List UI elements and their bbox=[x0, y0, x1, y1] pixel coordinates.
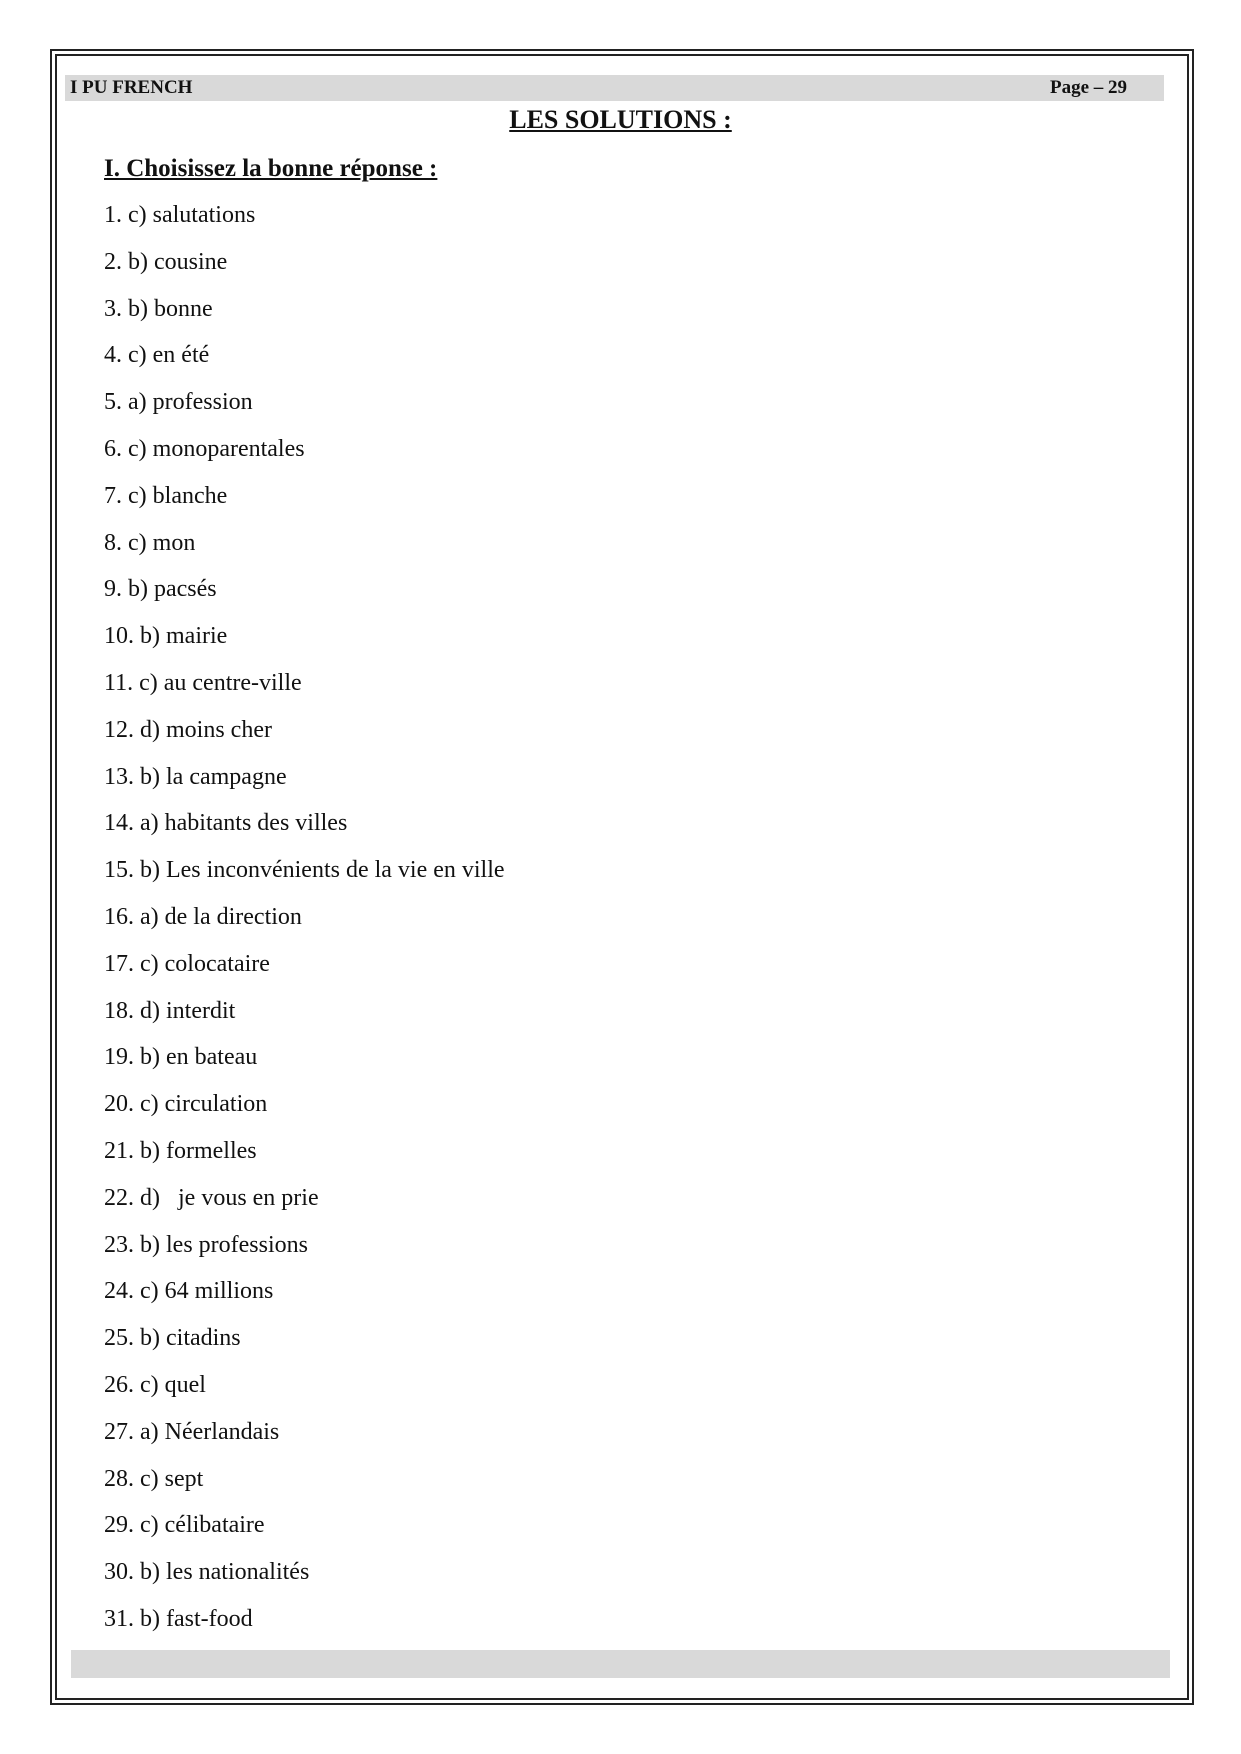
answer-item: 12. d) moins cher bbox=[104, 716, 272, 743]
answer-item: 24. c) 64 millions bbox=[104, 1278, 274, 1305]
answer-item: 30. b) les nationalités bbox=[104, 1559, 310, 1586]
answer-item: 19. b) en bateau bbox=[104, 1044, 258, 1071]
answer-item: 10. b) mairie bbox=[104, 623, 228, 650]
answer-item: 17. c) colocataire bbox=[104, 950, 270, 977]
answer-item: 29. c) célibataire bbox=[104, 1512, 265, 1539]
answer-list bbox=[104, 198, 505, 1649]
answer-item: 28. c) sept bbox=[104, 1465, 204, 1492]
section-title: I. Choisissez la bonne réponse : bbox=[104, 155, 438, 182]
answer-item: 15. b) Les inconvénients de la vie en ville bbox=[104, 857, 505, 884]
answer-item: 9. b) pacsés bbox=[104, 576, 217, 603]
answer-item: 2. b) cousine bbox=[104, 248, 228, 275]
header-bar bbox=[65, 75, 1164, 101]
page-title: LES SOLUTIONS : bbox=[509, 105, 732, 134]
header-page-number: Page – 29 bbox=[1050, 77, 1128, 98]
answer-item: 14. a) habitants des villes bbox=[104, 810, 348, 837]
answer-item: 16. a) de la direction bbox=[104, 903, 302, 930]
answer-item: 23. b) les professions bbox=[104, 1231, 308, 1258]
footer-bar bbox=[71, 1650, 1170, 1678]
answer-item: 31. b) fast-food bbox=[104, 1605, 253, 1632]
answer-item: 5. a) profession bbox=[104, 389, 253, 416]
answer-item: 4. c) en été bbox=[104, 342, 210, 369]
answer-item: 1. c) salutations bbox=[104, 202, 256, 228]
answer-item: 25. b) citadins bbox=[104, 1325, 241, 1352]
answer-item: 6. c) monoparentales bbox=[104, 435, 305, 462]
answer-item: 18. d) interdit bbox=[104, 997, 236, 1024]
answer-item: 26. c) quel bbox=[104, 1371, 206, 1398]
header-course-label: I PU FRENCH bbox=[70, 77, 193, 98]
answer-item: 27. a) Néerlandais bbox=[104, 1418, 280, 1445]
answer-item: 21. b) formelles bbox=[104, 1137, 257, 1164]
answer-item: 3. b) bonne bbox=[104, 295, 213, 322]
answer-item: 7. c) blanche bbox=[104, 482, 228, 509]
answer-item: 22. d) je vous en prie bbox=[104, 1184, 319, 1211]
answer-item: 13. b) la campagne bbox=[104, 763, 287, 790]
answer-item: 20. c) circulation bbox=[104, 1091, 268, 1118]
answer-item: 11. c) au centre-ville bbox=[104, 669, 302, 696]
answer-item: 8. c) mon bbox=[104, 529, 196, 556]
